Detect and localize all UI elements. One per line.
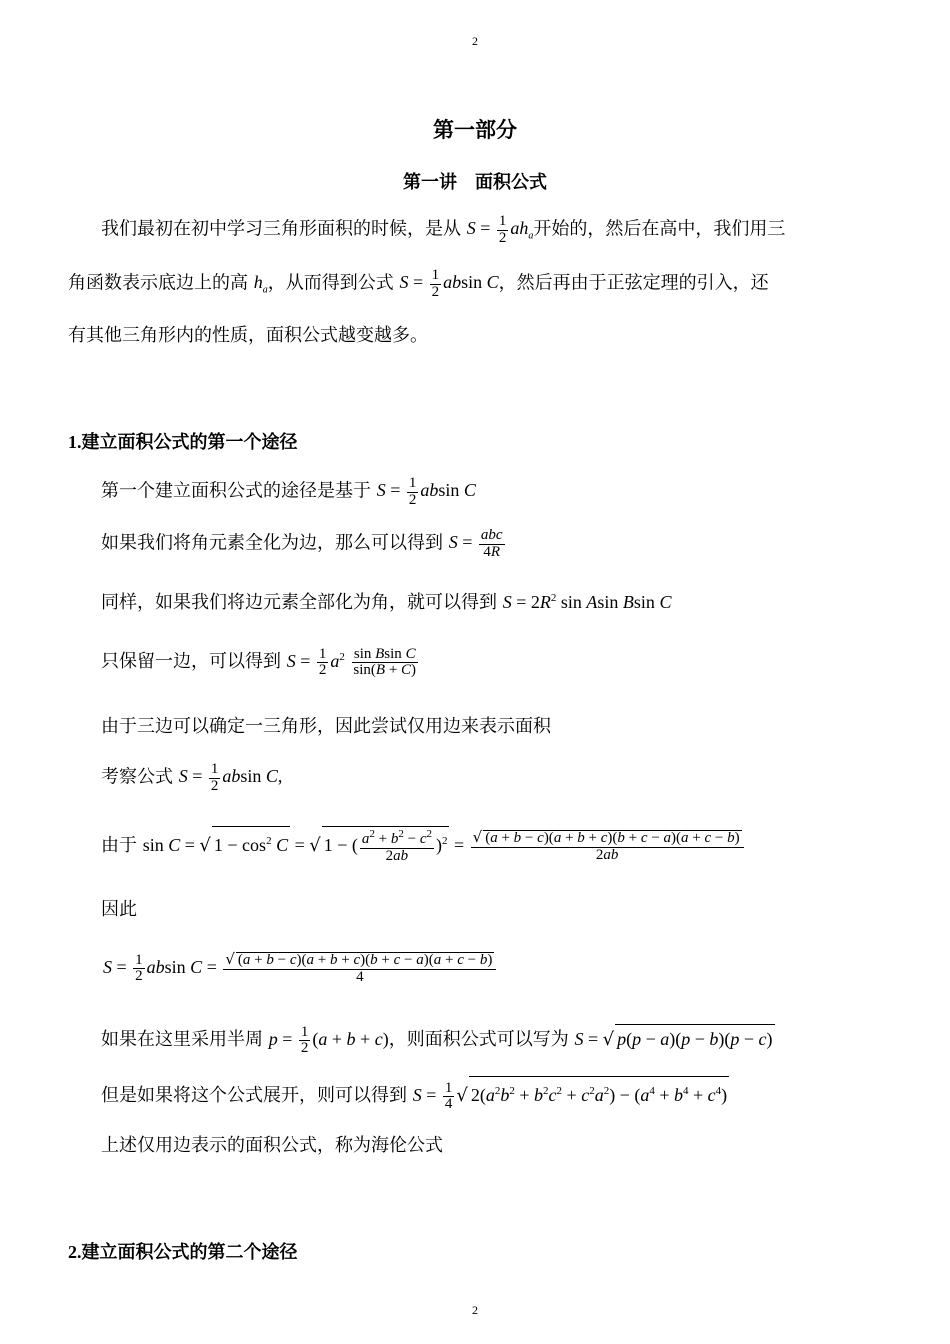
s1-line-6: 考察公式 S = $\frac{1}{2}$ absin C, xyxy=(101,761,283,794)
s1-formula-heron-expanded: S = $\frac{1}{2}$ absin C = $\frac{√ (a + b - c)(a + b + c)(b + c - a)(a + c - b)}{4}$ xyxy=(103,952,498,986)
intro-line-2: 角函数表示底边上的高 $h_a$，从而得到公式 S = $\frac{1}{2}$ absin C，然后再由于正弦定理的引入，还 xyxy=(68,267,769,300)
part-title: 第一部分 xyxy=(433,118,517,142)
s1-line-5: 由于三边可以确定一三角形，因此尝试仅用边来表示面积 xyxy=(101,716,551,737)
s1-line-8: 因此 xyxy=(101,899,137,920)
s1-line-3: 同样，如果我们将边元素全部化为角，就可以得到 $S = 2R^2$ sin Asin Bsin C xyxy=(101,592,672,613)
intro-line-3: 有其他三角形内的性质，面积公式越变越多。 xyxy=(68,325,428,346)
page-number-top: 2 xyxy=(472,34,478,48)
s1-line-2: 如果我们将角元素全化为边，那么可以得到 S = $\frac{\text{abc}}{4R}$ xyxy=(101,527,503,560)
page-number-bottom: 2 xyxy=(472,1303,478,1317)
section-1-heading: 1.建立面积公式的第一个途径 xyxy=(68,432,298,453)
s1-line-1: 第一个建立面积公式的途径是基于 S = $\frac{1}{2}$ absin C xyxy=(101,475,476,508)
s1-line-9: 如果在这里采用半周 p = $\frac{1}{2}$ (a + b + c)，则面积公式可以写为 S = √ p(p − a)(p − b)(p − c) xyxy=(101,1023,773,1057)
s1-line-10: 但是如果将这个公式展开，则可以得到 S = $\frac{1}{4}$ √ $2(a^2b^2 + b^2c^2 + c^2a^2) - (a^4 + b^4 + c^4)$ xyxy=(101,1076,729,1113)
section-2-heading: 2.建立面积公式的第二个途径 xyxy=(68,1242,298,1263)
s1-line-11: 上述仅用边表示的面积公式，称为海伦公式 xyxy=(101,1135,443,1156)
s1-line-4: 只保留一边，可以得到 S = $\frac{1}{2}$ $a^2$ $\frac{\text{sin Bsin C}}{\sin(B + C)}$ xyxy=(101,645,417,679)
intro-line-1: 我们最初在初中学习三角形面积的时候，是从 S = $\frac{1}{2}$ $ah_a$开始的，然后在高中，我们用三 xyxy=(101,213,786,246)
s1-line-7: 由于 sin C = √ $1 - \cos^2 C$ = √ 1 − ( $\frac{a^2 + b^2 - c^2}{2ab}$ )$^2$ = $\frac{√ (a + b - c)(a + b + c)(b + c - a)(a + c - b)}{2ab}$ xyxy=(101,826,746,865)
lecture-title: 第一讲 面积公式 xyxy=(403,172,547,193)
